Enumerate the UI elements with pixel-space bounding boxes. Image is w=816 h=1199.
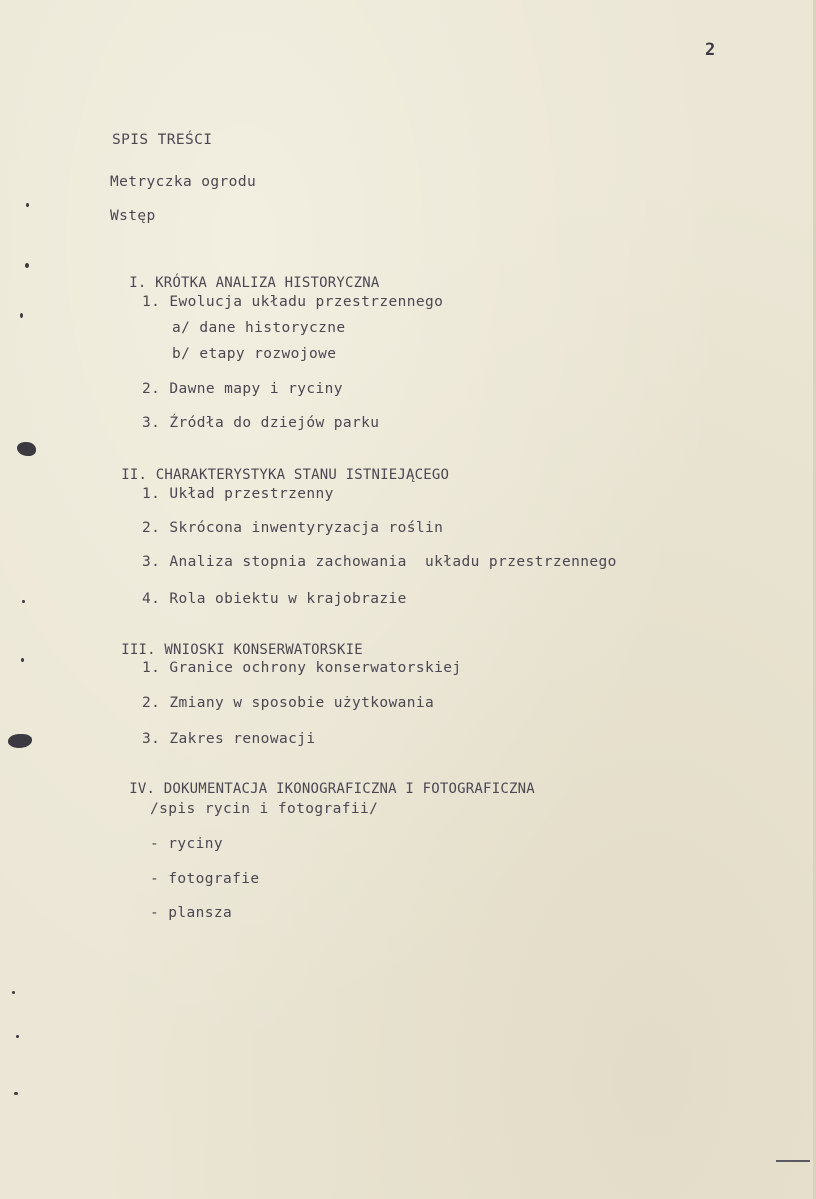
section-numeral: I. (129, 275, 147, 291)
punch-mark (20, 313, 23, 318)
punch-mark (26, 203, 29, 207)
toc-subentry: a/ dane historyczne (172, 320, 346, 336)
toc-entry: 3. Źródła do dziejów parku (142, 415, 380, 431)
toc-entry: 1. Ewolucja układu przestrzennego (142, 294, 444, 310)
punch-mark (25, 263, 29, 268)
toc-entry: 3. Zakres renowacji (142, 731, 316, 747)
section-title: DOKUMENTACJA IKONOGRAFICZNA I FOTOGRAFICZNA (163, 781, 535, 797)
punch-mark (12, 991, 15, 994)
toc-entry: - ryciny (150, 836, 224, 852)
toc-title: SPIS TREŚCI (112, 132, 213, 148)
toc-entry: - fotografie (150, 871, 260, 887)
toc-entry: 2. Skrócona inwentyryzacja roślin (142, 520, 444, 536)
toc-entry: 1. Granice ochrony konserwatorskiej (142, 660, 462, 676)
punch-mark (22, 600, 25, 603)
toc-subentry: b/ etapy rozwojowe (172, 346, 337, 362)
section-numeral: III. (121, 642, 156, 658)
toc-entry: /spis rycin i fotografii/ (150, 801, 379, 817)
punch-mark (16, 1035, 19, 1038)
section-2-heading (104, 451, 449, 483)
toc-entry: 3. Analiza stopnia zachowania układu przestrzennego (142, 554, 617, 570)
section-title: KRÓTKA ANALIZA HISTORYCZNA (155, 275, 380, 291)
punch-mark (21, 658, 24, 662)
punch-mark (14, 1092, 18, 1095)
section-1-heading (112, 259, 380, 291)
toc-entry: 2. Dawne mapy i ryciny (142, 381, 343, 397)
ink-blot (17, 442, 36, 456)
section-numeral: IV. (129, 781, 156, 797)
toc-entry-wstep: Wstęp (110, 208, 156, 224)
section-title: CHARAKTERYSTYKA STANU ISTNIEJĄCEGO (155, 467, 450, 483)
section-3-heading (104, 626, 363, 658)
toc-entry: 4. Rola obiektu w krajobrazie (142, 591, 407, 607)
section-title: WNIOSKI KONSERWATORSKIE (164, 642, 363, 658)
section-numeral: II. (121, 467, 148, 483)
toc-entry: - plansza (150, 905, 233, 921)
corner-mark (776, 1160, 810, 1162)
section-4-heading (112, 765, 535, 797)
toc-entry: 2. Zmiany w sposobie użytkowania (142, 695, 435, 711)
toc-entry-metryczka: Metryczka ogrodu (110, 174, 257, 190)
page-number: 2 (705, 40, 716, 60)
toc-entry: 1. Układ przestrzenny (142, 486, 334, 502)
